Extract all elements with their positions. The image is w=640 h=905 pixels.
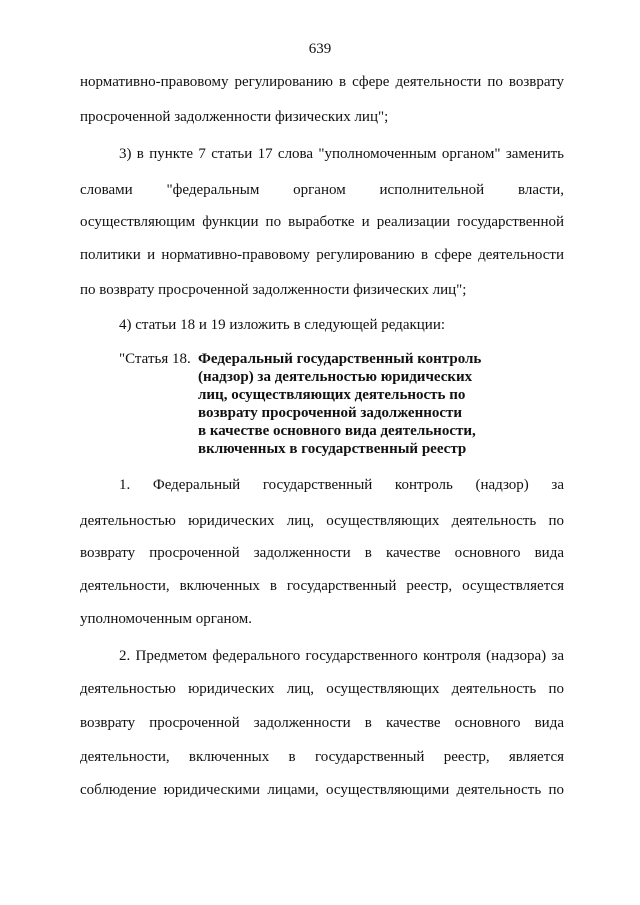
text-line: по возврату просроченной задолженности физических лиц";	[80, 282, 467, 298]
page-number: 639	[308, 41, 332, 57]
text-line: возврату просроченной задолженности в качестве основного вида	[80, 545, 564, 561]
text-line: просроченной задолженности физических лиц";	[80, 109, 389, 125]
article-title-line: возврату просроченной задолженности	[198, 405, 463, 421]
text-line: 3) в пункте 7 статьи 17 слова "уполномоченным органом" заменить	[119, 146, 564, 162]
article-title-line: Федеральный государственный контроль	[198, 351, 482, 367]
text-line: словами "федеральным органом исполнительной власти,	[80, 182, 564, 198]
text-line: нормативно-правовому регулированию в сфере деятельности по возврату	[80, 74, 564, 90]
text-line: деятельности, включенных в государственный реестр, является	[80, 749, 564, 765]
text-line: 4) статьи 18 и 19 изложить в следующей редакции:	[119, 317, 446, 333]
text-line: возврату просроченной задолженности в качестве основного вида	[80, 715, 564, 731]
text-line: 1. Федеральный государственный контроль (надзор) за	[119, 477, 564, 493]
article-title-line: в качестве основного вида деятельности,	[198, 423, 476, 439]
text-line: уполномоченным органом.	[80, 611, 253, 627]
article-title-line: включенных в государственный реестр	[198, 441, 467, 457]
text-line: осуществляющим функции по выработке и реализации государственной	[80, 214, 564, 230]
text-line: деятельностью юридических лиц, осуществляющих деятельность по	[80, 513, 564, 529]
text-line: деятельностью юридических лиц, осуществляющих деятельность по	[80, 681, 564, 697]
text-line: 2. Предметом федерального государственного контроля (надзора) за	[119, 648, 564, 664]
article-title-line: лиц, осуществляющих деятельность по	[198, 387, 466, 403]
article-label: "Статья 18.	[119, 351, 191, 367]
article-title-line: (надзор) за деятельностью юридических	[198, 369, 473, 385]
text-line: деятельности, включенных в государственный реестр, осуществляется	[80, 578, 564, 594]
text-line: политики и нормативно-правовому регулированию в сфере деятельности	[80, 247, 564, 263]
text-line: соблюдение юридическими лицами, осуществляющими деятельность по	[80, 782, 564, 798]
